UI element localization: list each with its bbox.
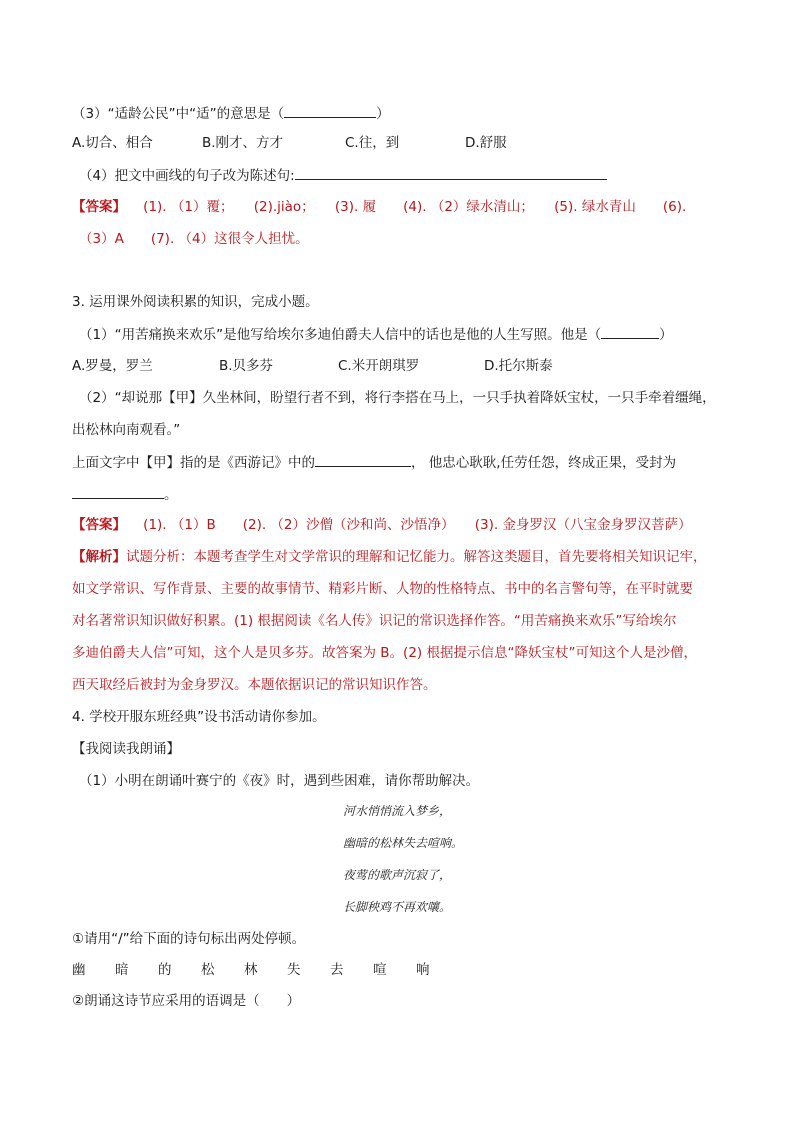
q3-sub4: （4）把文中画线的句子改为陈述句: xyxy=(79,165,734,186)
poem-line-1: 河水悄悄流入梦乡， xyxy=(343,804,452,818)
q3-sub2-line1: （2）“却说那【甲】久坐林间，盼望行者不到，将行李搭在马上，一只手执着降妖宝杖，一只手牵着缰绳， xyxy=(79,390,716,406)
analysis-line-4: 多迪伯爵夫人信”可知，这个人是贝多芬。故答案为 B。(2) 根据提示信息“降妖宝杖”可知这个人是沙僧， xyxy=(72,645,697,661)
poem-char: 响 xyxy=(416,962,430,978)
poem-char: 去 xyxy=(330,962,344,978)
answer-blank[interactable] xyxy=(72,484,164,499)
analysis-line-1: 【解析】试题分析：本题考查学生对文学常识的理解和记忆能力。解答这类题目，首先要将相关知识记牢， xyxy=(72,549,707,565)
option-d: D.舒服 xyxy=(465,135,507,151)
q3-sub1-options xyxy=(72,356,734,376)
q3-title: 3. 运用课外阅读积累的知识，完成小题。 xyxy=(72,294,319,310)
q3-sub2-line2: 出松林向南观看。” xyxy=(72,422,181,438)
answer-tag: 【答案】 xyxy=(72,199,126,215)
option-c: C.米开朗琪罗 xyxy=(338,358,420,374)
answer-blank[interactable] xyxy=(284,103,376,118)
poem-char: 林 xyxy=(244,962,258,978)
poem-char: 幽 xyxy=(72,962,86,978)
q3-sub2-line4: 。 xyxy=(72,484,734,505)
q3-sub1: （1）“用苦痛换来欢乐”是他写给埃尔多迪伯爵夫人信中的话也是他的人生写照。他是（ ） xyxy=(79,324,734,345)
q3-sub2-line3: 上面文字中【甲】指的是《西游记》中的 ， 他忠心耿耿,任劳任怨，终成正果，受封为 xyxy=(72,452,734,473)
answer-block-2: 【答案】 (1). （1）B (2). （2）沙僧（沙和尚、沙悟净） (3). 金身罗汉（八宝金身罗汉菩萨） xyxy=(72,517,692,533)
q4-task1: ①请用“/”给下面的诗句标出两处停顿。 xyxy=(72,931,306,947)
option-b: B.贝多芬 xyxy=(219,358,274,374)
q4-section-heading: 【我阅读我朗诵】 xyxy=(72,741,180,757)
answer-blank[interactable] xyxy=(315,452,411,467)
poem-line-2: 幽暗的松林失去喧响。 xyxy=(343,836,464,850)
answer-blank[interactable] xyxy=(295,165,607,180)
option-d: D.托尔斯泰 xyxy=(484,358,553,374)
option-b: B.刚才、方才 xyxy=(202,135,284,151)
answer-block-1-cont: （3）A (7). （4）这很令人担忧。 xyxy=(79,231,309,247)
q4-title: 4. 学校开服东班经典”设书活动请你参加。 xyxy=(72,709,326,725)
option-c: C.往，到 xyxy=(345,135,400,151)
option-a: A.罗曼，罗兰 xyxy=(72,358,153,374)
analysis-line-3: 对名著常识知识做好积累。(1) 根据阅读《名人传》识记的常识选择作答。“用苦痛换来欢乐”写给埃尔 xyxy=(72,613,677,629)
poem-char: 的 xyxy=(158,962,172,978)
poem-char: 暗 xyxy=(115,962,129,978)
poem-char: 失 xyxy=(287,962,301,978)
poem-characters xyxy=(72,960,734,980)
option-a: A.切合、相合 xyxy=(72,135,153,151)
poem-line-4: 长脚秧鸡不再欢嚷。 xyxy=(343,900,452,914)
analysis-tag: 【解析】 xyxy=(72,549,126,565)
analysis-line-5: 西天取经后被封为金身罗汉。本题依据识记的常识知识作答。 xyxy=(72,677,437,693)
answer-block-1: 【答案】 (1). （1）覆； (2).jiào； (3). 履 (4). （2）绿水清山； (5). 绿水青山 (6). xyxy=(72,199,687,215)
q4-sub1: （1）小明在朗诵叶赛宁的《夜》时，遇到些困难，请你帮助解决。 xyxy=(79,773,480,789)
analysis-line-2: 如文学常识、写作背景、主要的故事情节、精彩片断、人物的性格特点、书中的名言警句等，在平时就要 xyxy=(72,581,693,597)
answer-tag: 【答案】 xyxy=(72,517,126,533)
q3-sub3-options xyxy=(72,133,734,153)
answer-blank[interactable] xyxy=(601,324,659,339)
q4-task2: ②朗诵这诗节应采用的语调是（ ） xyxy=(72,993,301,1009)
poem-line-3: 夜莺的歌声沉寂了， xyxy=(343,868,452,882)
q3-sub3: （3）“适龄公民”中“适”的意思是（ ） xyxy=(72,103,734,124)
poem-char: 喧 xyxy=(373,962,387,978)
poem-char: 松 xyxy=(201,962,215,978)
